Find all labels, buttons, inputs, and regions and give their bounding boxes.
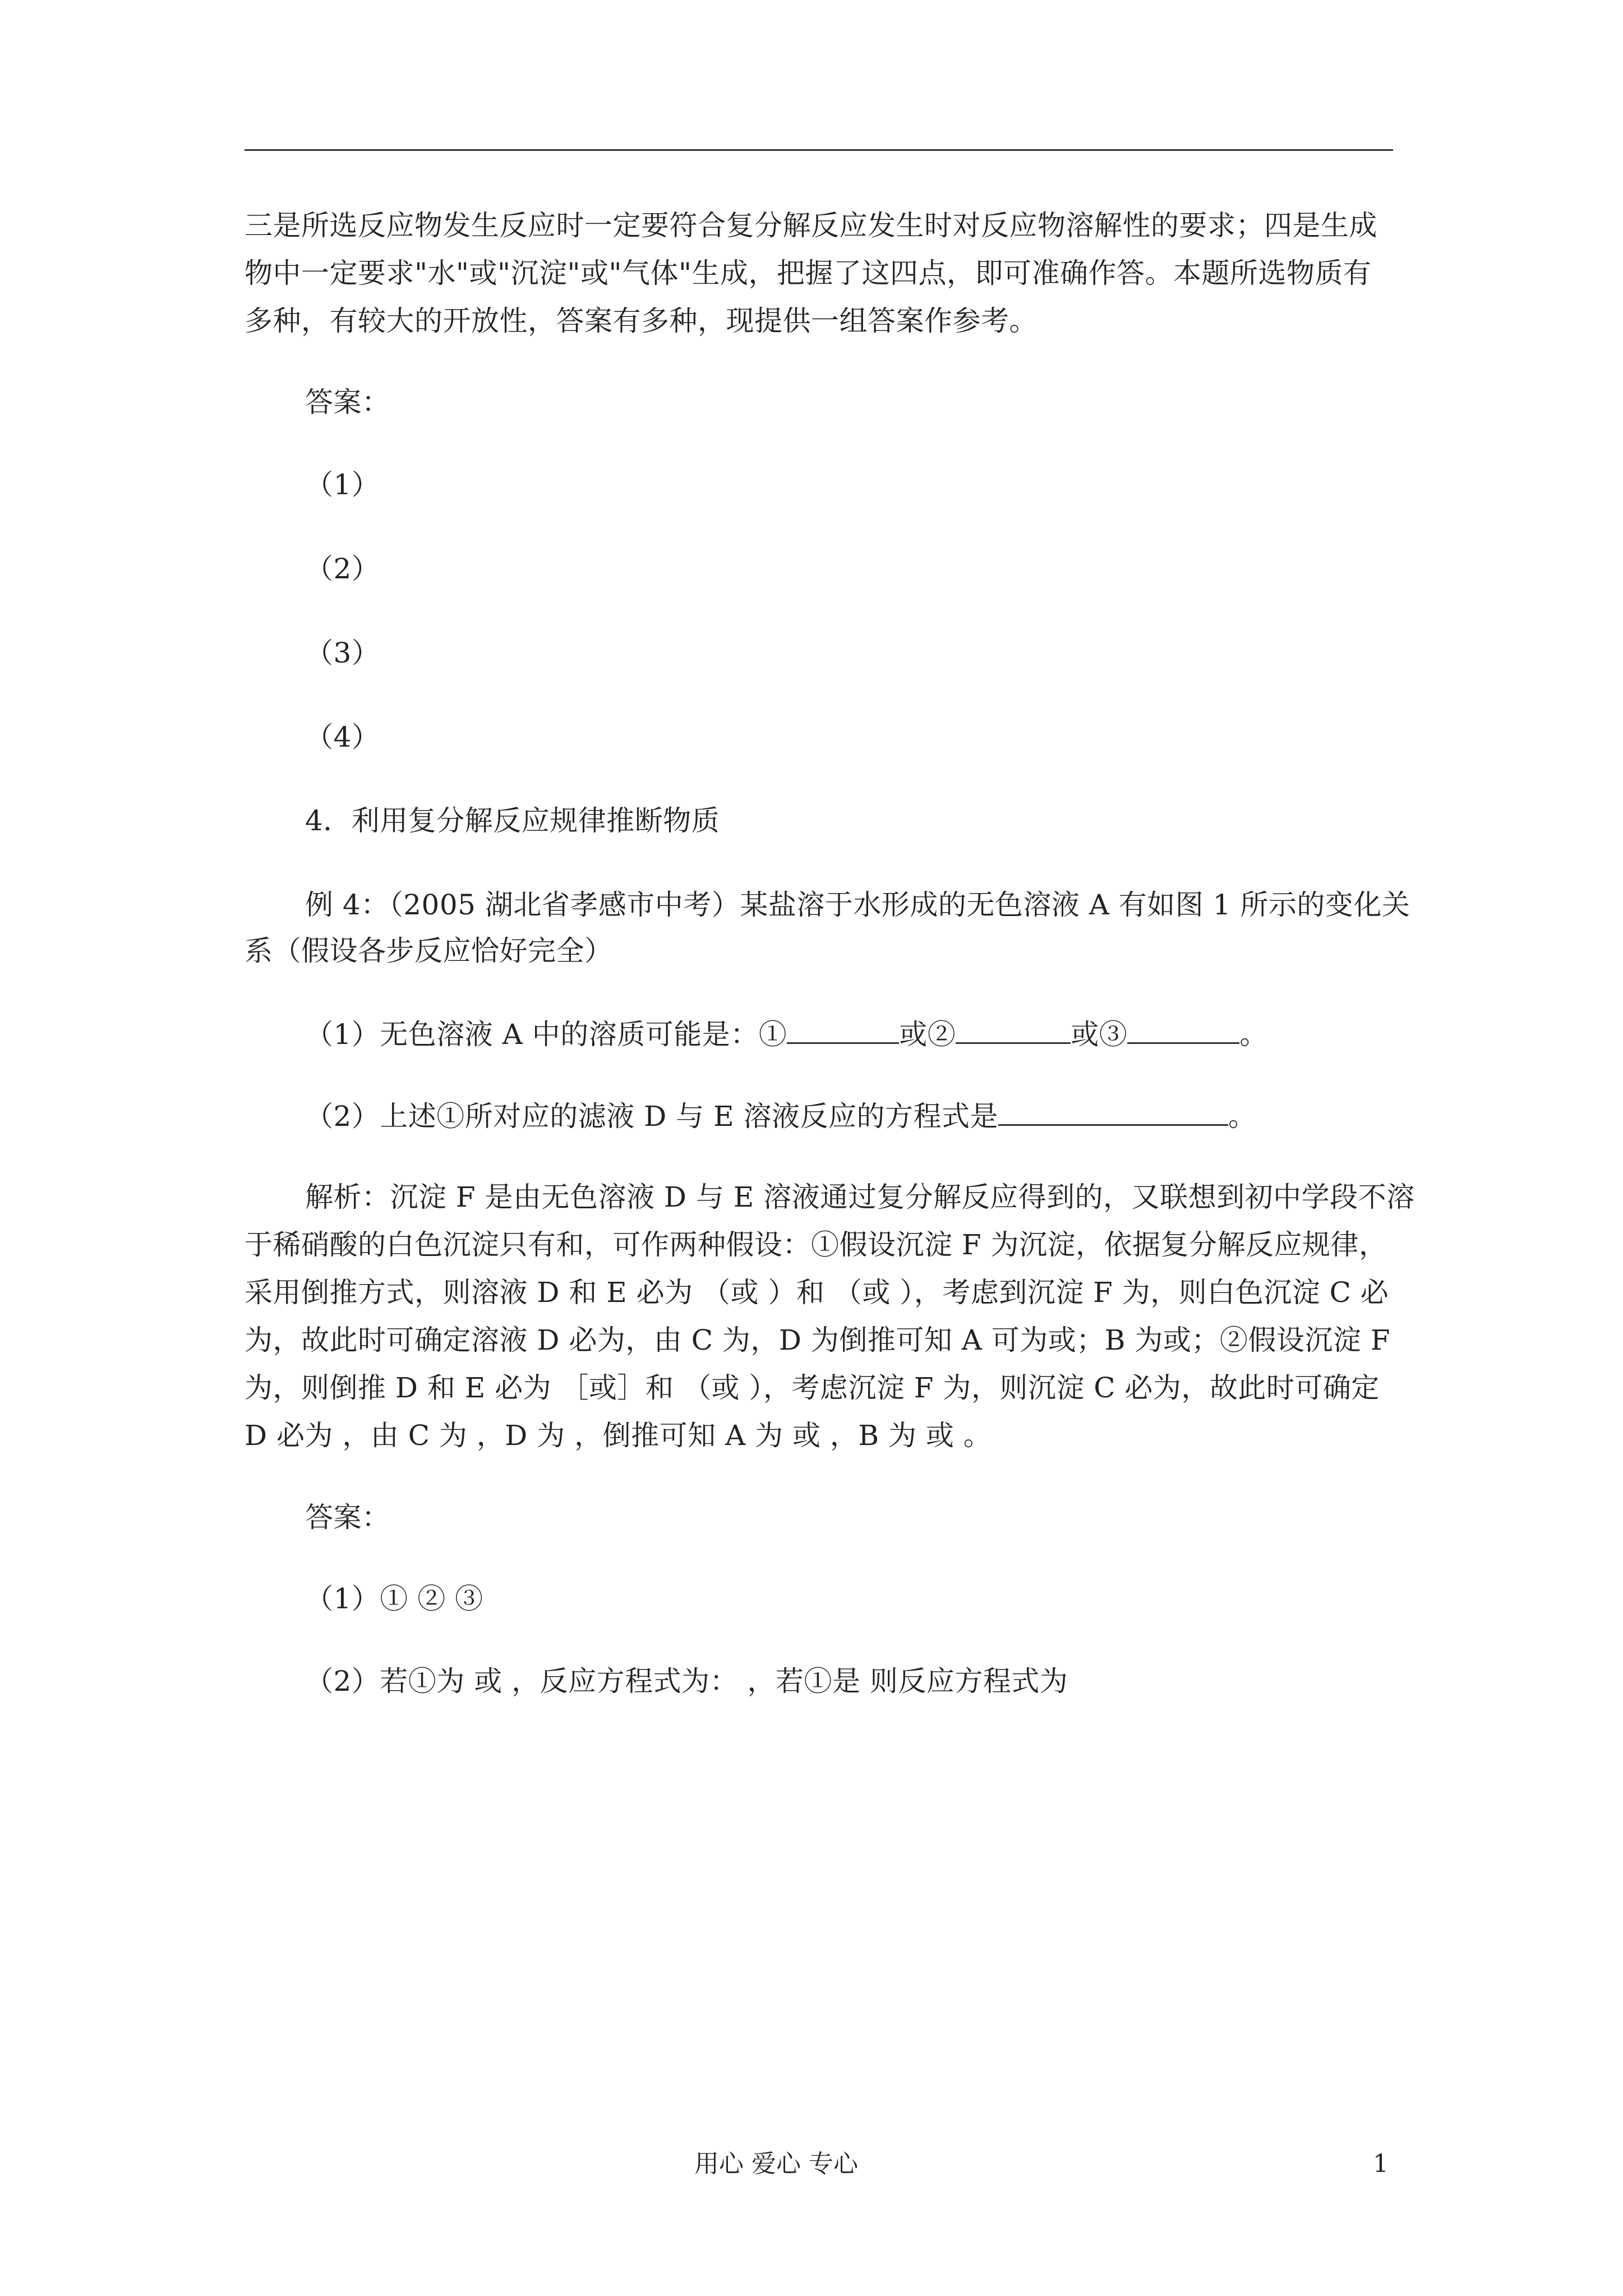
answer-item-3: （3） — [305, 637, 380, 669]
analysis-line: 于稀硝酸的白色沉淀只有和，可作两种假设：①假设沉淀 F 为沉淀，依据复分解反应规律， — [245, 1228, 1387, 1261]
answer-blank-1[interactable] — [787, 1016, 899, 1044]
question-1-or3: 或③ — [1071, 1018, 1128, 1051]
analysis-line: 为，故此时可确定溶液 D 必为，由 C 为，D 为倒推可知 A 可为或；B 为或；②假设沉淀 F — [245, 1324, 1391, 1356]
example-line: 例 4：（2005 湖北省孝感市中考）某盐溶于水形成的无色溶液 A 有如图 1 所示的变化关 — [305, 889, 1410, 921]
question-2-end: 。 — [1228, 1100, 1257, 1133]
answer-label: 答案： — [305, 1501, 390, 1534]
question-1 — [305, 1016, 1268, 1051]
section-heading: 4．利用复分解反应规律推断物质 — [305, 804, 720, 837]
header-rule — [245, 149, 1393, 151]
answer-blank-2[interactable] — [956, 1016, 1071, 1044]
answer-blank-4[interactable] — [998, 1098, 1228, 1126]
answer-1: （1）① ② ③ — [305, 1582, 483, 1615]
analysis-line: 采用倒推方式，则溶液 D 和 E 必为 （或 ）和 （或 ），考虑到沉淀 F 为，则白色沉淀 C 必 — [245, 1276, 1389, 1309]
question-2 — [305, 1098, 1256, 1133]
answer-blank-3[interactable] — [1127, 1016, 1239, 1044]
paragraph-line: 三是所选反应物发生反应时一定要符合复分解反应发生时对反应物溶解性的要求；四是生成 — [245, 209, 1377, 242]
question-1-prefix: （1）无色溶液 A 中的溶质可能是：① — [305, 1018, 787, 1051]
answer-item-2: （2） — [305, 553, 380, 585]
question-1-end: 。 — [1239, 1018, 1268, 1051]
question-2-prefix: （2）上述①所对应的滤液 D 与 E 溶液反应的方程式是 — [305, 1100, 998, 1133]
paragraph-line: 物中一定要求"水"或"沉淀"或"气体"生成，把握了这四点，即可准确作答。本题所选物质有 — [245, 257, 1372, 289]
analysis-line: 为，则倒推 D 和 E 必为 ［或］和 （或 ），考虑沉淀 F 为，则沉淀 C 必为，故此时可确定 — [245, 1372, 1380, 1404]
answer-label: 答案： — [305, 386, 390, 418]
analysis-line: D 必为 ，由 C 为 ，D 为 ，倒推可知 A 为 或 ，B 为 或 。 — [245, 1419, 992, 1452]
answer-item-1: （1） — [305, 468, 380, 501]
answer-2: （2）若①为 或 ，反应方程式为： ，若①是 则反应方程式为 — [305, 1665, 1068, 1697]
example-line: 系（假设各步反应恰好完全） — [245, 935, 613, 967]
analysis-line: 解析：沉淀 F 是由无色溶液 D 与 E 溶液通过复分解反应得到的，又联想到初中学段不溶 — [305, 1181, 1415, 1213]
answer-item-4: （4） — [305, 721, 380, 753]
footer-motto: 用心 爱心 专心 — [694, 2150, 858, 2178]
question-1-or2: 或② — [899, 1018, 956, 1051]
page-number: 1 — [1373, 2150, 1389, 2178]
paragraph-line: 多种，有较大的开放性，答案有多种，现提供一组答案作参考。 — [245, 305, 1038, 337]
